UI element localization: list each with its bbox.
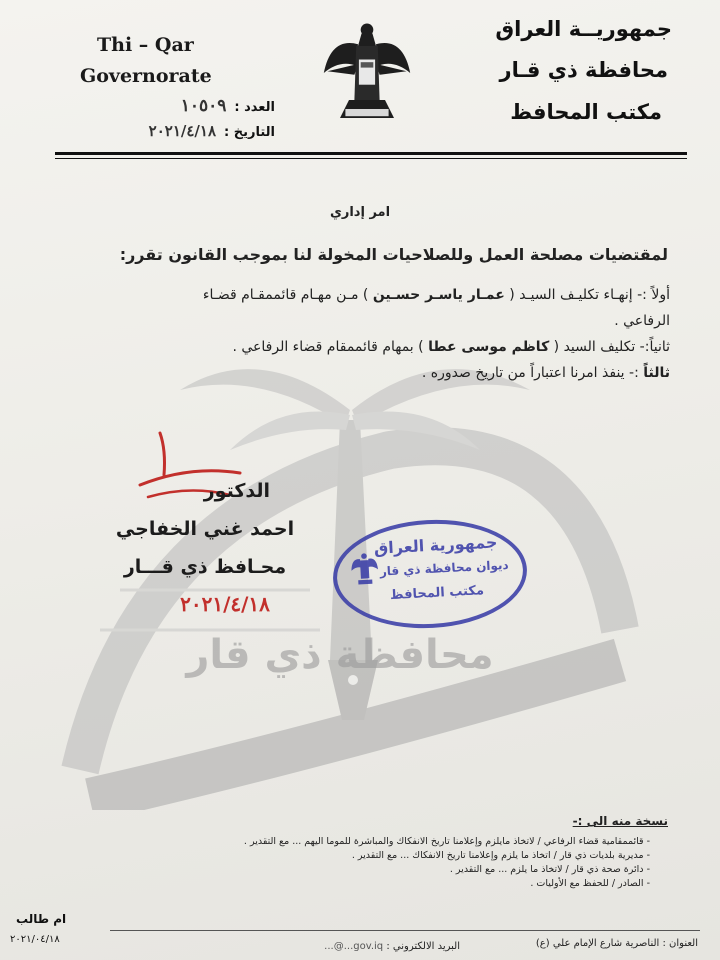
copies-title: نسخة منه الى :- [572,814,668,828]
header-governorate-name: محافظة ذي قـار [499,58,668,82]
bullet-dash-icon: - [643,850,650,861]
document-intro: لمقتضيات مصلحة العمل وللصلاحيات المخولة لنا بموجب القانون تقرر: [119,245,668,264]
eagle-emblem-icon [322,14,412,132]
header-rule-thin [55,158,687,159]
order-item-3-text: :- ينفذ امرنا اعتباراً من تاريخ صدوره . [421,365,639,381]
footer-email-label: البريد الالكتروني : [386,941,460,952]
reference-number-value: ١٠٥٠٩ [180,96,227,116]
reference-number-row [95,96,275,116]
header-country-name: جمهوريــة العراق [495,17,672,41]
signature-title: الدكتور [203,480,270,502]
copies-list [90,836,650,892]
order-item-2-prefix: ثانياً:- تكليف السيد ( [553,339,670,355]
document-title: امر إداري [329,205,391,220]
order-item-3 [50,365,670,381]
reference-date-row [95,122,275,140]
order-item-1 [50,287,670,303]
footer-email-row [250,941,460,952]
order-item-1-name: عمـار ياسـر حسـين [372,287,505,303]
order-item-2-name: كاظم موسى عطا [428,339,550,355]
stamp-line-2: ديوان محافظة ذي قار [379,557,509,579]
order-item-1-continued: الرفاعي . [614,313,670,329]
reference-number-label: العدد : [234,100,275,115]
signature-date: ٢٠٢١/٤/١٨ [180,592,270,616]
bullet-dash-icon: - [643,836,650,847]
footer-address: العنوان : الناصرية شارع الإمام علي (ع) [535,938,698,949]
header-rule-thick [55,152,687,155]
footer-rule [110,930,700,931]
reference-date-value: ٢٠٢١/٤/١٨ [148,122,217,140]
copies-list-item: - دائرة صحة ذي قار / لاتخاذ ما يلزم ... مع التقدير . [449,864,650,875]
watermark-text: محافظة ذي قار [186,632,494,678]
reference-date-label: التاريخ : [224,125,275,140]
english-title-line1: Thi – Qar [97,34,194,56]
typist-date: ٢٠٢١/٠٤/١٨ [10,934,60,945]
bullet-dash-icon: - [643,864,650,875]
copies-list-item: - الصادر / للحفظ مع الأوليات . [530,878,650,889]
copies-list-item: - مديرية بلديات ذي قار / اتخاذ ما يلزم وإعلامنا تاريخ الانفكاك ... مع التقدير . [351,850,650,861]
signature-position: محـافظ ذي قـــار [123,556,287,578]
order-item-2 [50,339,670,355]
order-item-1-suffix: ) مـن مهـام قائممقـام قضـاء [202,287,369,303]
order-item-1-prefix: أولاً :- إنهـاء تكليـف السيـد ( [509,287,670,303]
stamp-line-1: جمهورية العراق [373,532,498,558]
copies-list-item: - قائممقامية قضاء الرفاعي / لاتخاذ مايلزم وإعلامنا تاريخ الانفكاك والمباشرة للموما اليهم ... مع التقدير . [243,836,650,847]
footer-email-value: ...@...gov.iq [324,941,384,952]
english-title-line2: Governorate [80,65,212,87]
signature-name: احمد غني الخفاجي [115,518,295,540]
order-item-2-suffix: ) بمهام قائممقام قضاء الرفاعي . [232,339,424,355]
order-item-3-label: ثالثاً [643,365,670,381]
stamp-line-3: مكتب المحافظ [389,583,485,604]
header-office-name: مكتب المحافظ [510,100,662,124]
bullet-dash-icon: - [643,878,650,889]
typist-initials: ام طالب [16,912,67,926]
